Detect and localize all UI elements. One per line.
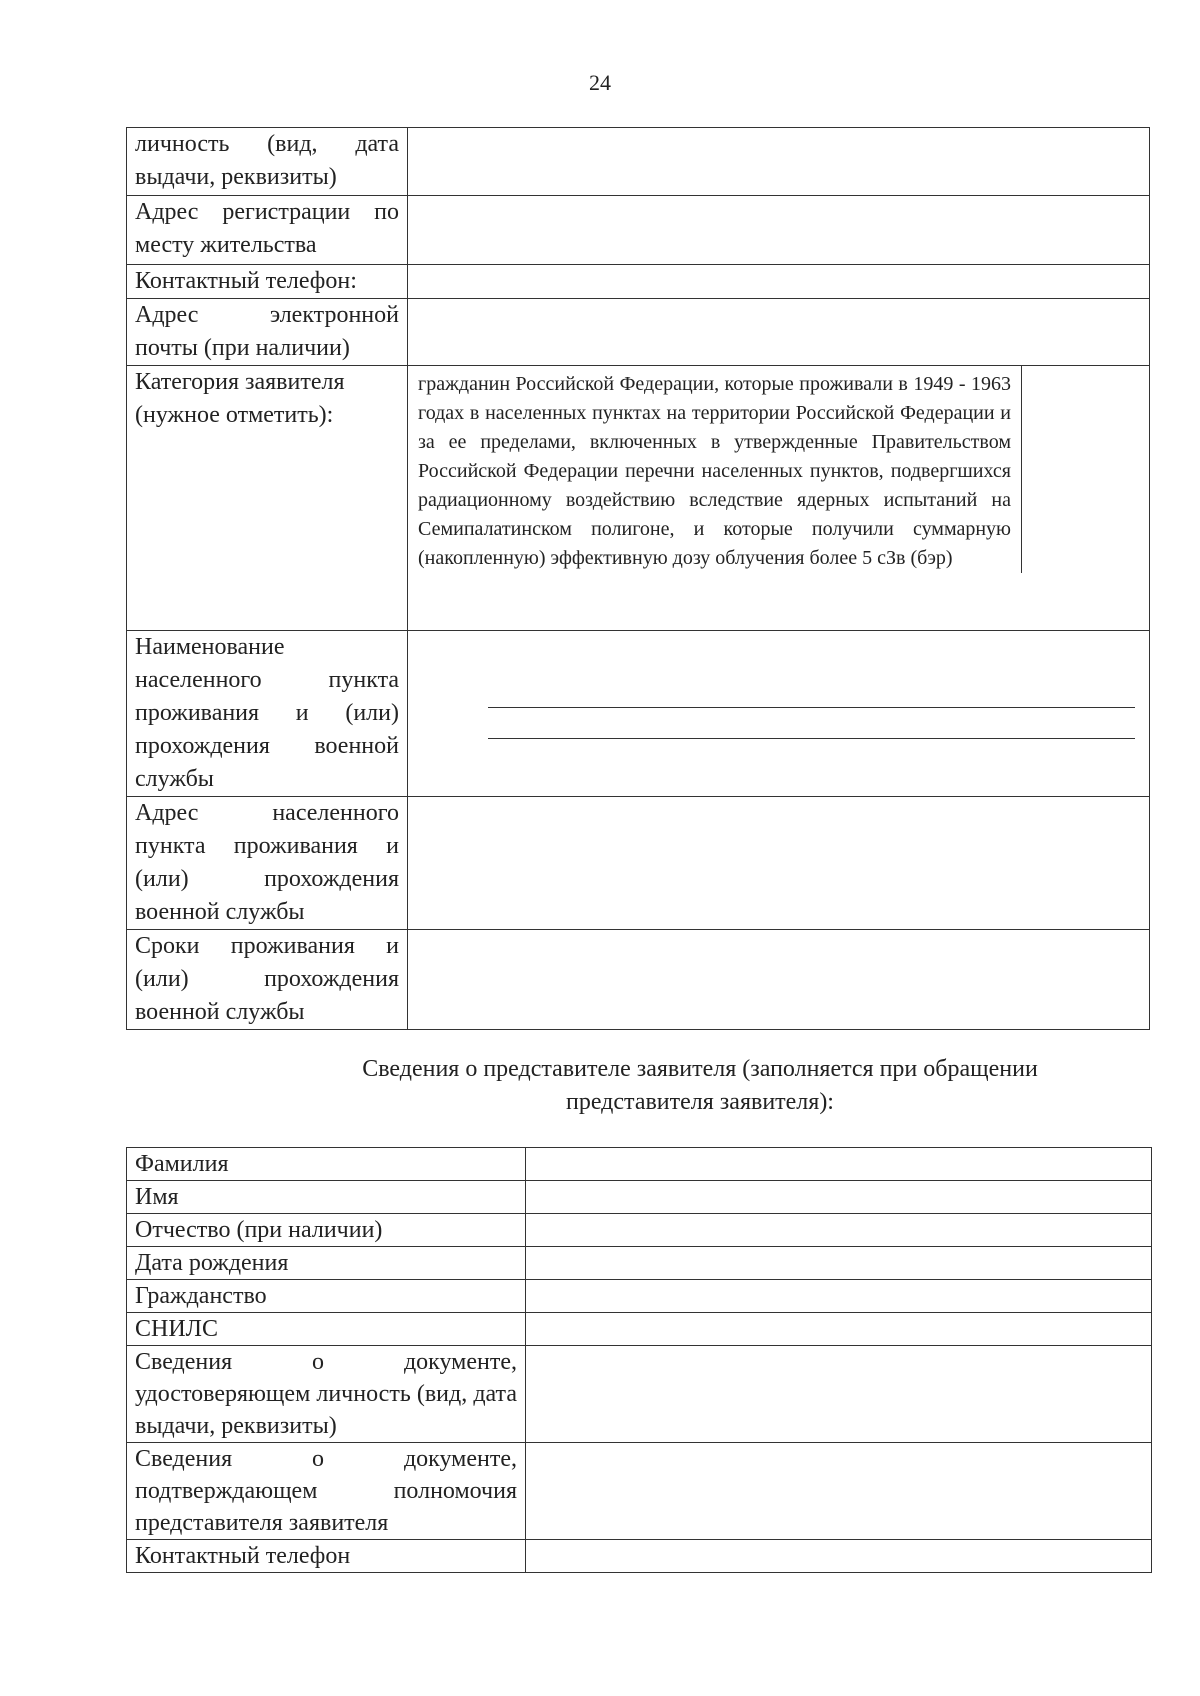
patronymic-field[interactable] [526,1214,1152,1247]
id-document-field[interactable] [408,128,1150,196]
category-checkbox[interactable] [1022,366,1149,573]
snils-field[interactable] [526,1313,1152,1346]
table-row [127,265,1150,299]
birth-date-label: Дата рождения [127,1247,526,1280]
settlement-name-line-1[interactable] [488,677,1135,708]
settlement-name-label: Наименование населенного пункта проживания и (или) прохождения военной службы [127,631,408,797]
table-row [127,1346,1152,1443]
patronymic-label: Отчество (при наличии) [127,1214,526,1247]
settlement-address-field[interactable] [408,797,1150,930]
registration-address-label: Адрес регистрации по месту жительства [127,196,408,265]
rep-contact-phone-field[interactable] [526,1540,1152,1573]
contact-phone-field[interactable] [408,265,1150,299]
rep-id-document-label: Сведения о документе, удостоверяющем личность (вид, дата выдачи, реквизиты) [127,1346,526,1443]
contact-phone-label: Контактный телефон: [127,265,408,299]
table-row [127,930,1150,1030]
settlement-address-label: Адрес населенного пункта проживания и (или) прохождения военной службы [127,797,408,930]
table-row [127,1313,1152,1346]
birth-date-field[interactable] [526,1247,1152,1280]
table-row [127,1247,1152,1280]
rep-contact-phone-label: Контактный телефон [127,1540,526,1573]
id-document-label: личность (вид, дата выдачи, реквизиты) [127,128,408,196]
category-option-text: гражданин Российской Федерации, которые проживали в 1949 - 1963 годах в населенных пунктах на территории Российской Федерации и за ее пределами, включенных в утвержденные Правительством Российской Федерации перечни населенных пунктов, подвергшихся радиационному воздействию вследствие ядерных испытаний на Семипалатинском полигоне, и которые получили суммарную (накопленную) эффективную дозу облучения более 5 сЗв (бэр) [408,366,1022,573]
applicant-info-table [126,127,1150,1030]
surname-field[interactable] [526,1148,1152,1181]
table-row [127,1181,1152,1214]
rep-id-document-field[interactable] [526,1346,1152,1443]
representative-info-table [126,1147,1152,1573]
applicant-category-cell [408,366,1150,631]
authority-document-field[interactable] [526,1443,1152,1540]
first-name-field[interactable] [526,1181,1152,1214]
registration-address-field[interactable] [408,196,1150,265]
table-row [127,1214,1152,1247]
email-field[interactable] [408,299,1150,366]
table-row [127,299,1150,366]
applicant-category-label: Категория заявителя (нужное отметить): [127,366,408,631]
email-label: Адрес электронной почты (при наличии) [127,299,408,366]
table-row [127,1540,1152,1573]
table-row [127,631,1150,797]
table-row [127,1148,1152,1181]
settlement-name-cell [408,631,1150,797]
authority-document-label: Сведения о документе, подтверждающем полномочия представителя заявителя [127,1443,526,1540]
table-row [127,128,1150,196]
citizenship-field[interactable] [526,1280,1152,1313]
table-row [127,1443,1152,1540]
residence-period-field[interactable] [408,930,1150,1030]
representative-section-heading: Сведения о представителе заявителя (заполняется при обращении представителя заявителя): [362,1056,1038,1115]
snils-label: СНИЛС [127,1313,526,1346]
citizenship-label: Гражданство [127,1280,526,1313]
residence-period-label: Сроки проживания и (или) прохождения военной службы [127,930,408,1030]
table-row [127,797,1150,930]
table-row [127,366,1150,631]
table-row [127,196,1150,265]
table-row [127,1280,1152,1313]
first-name-label: Имя [127,1181,526,1214]
page-number: 24 [589,70,611,95]
settlement-name-line-2[interactable] [488,708,1135,739]
surname-label: Фамилия [127,1148,526,1181]
